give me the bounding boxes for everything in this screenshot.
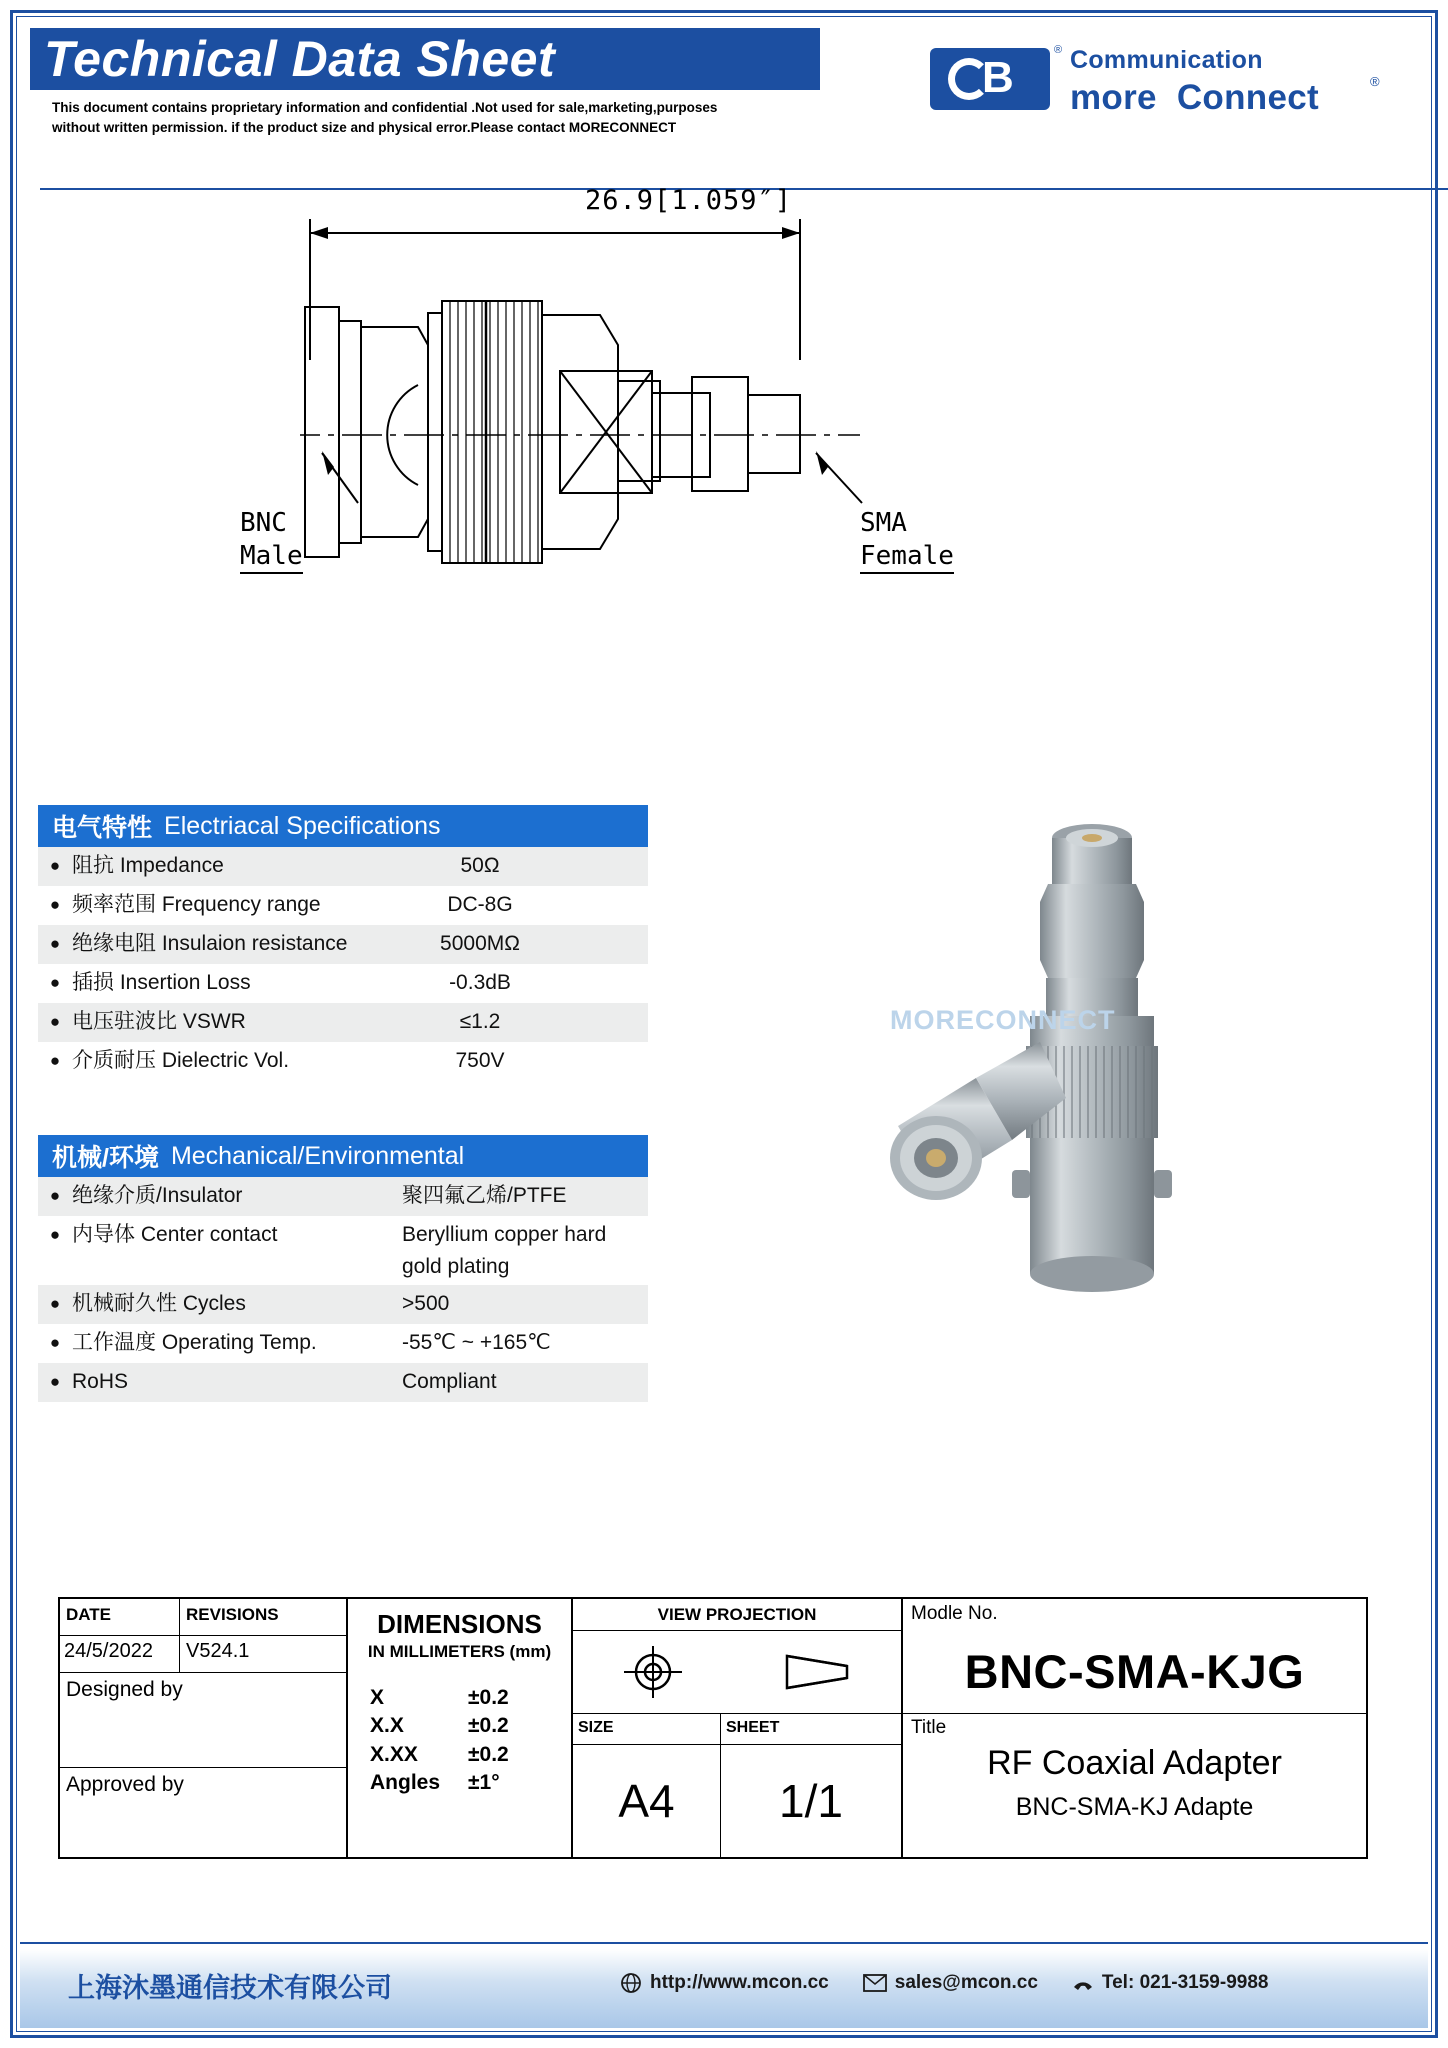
technical-drawing bbox=[240, 185, 1200, 745]
brand-connect: Connect bbox=[1176, 78, 1319, 117]
table-row bbox=[38, 1042, 648, 1081]
product-title bbox=[903, 1742, 1366, 1857]
bullet-icon: ● bbox=[49, 895, 61, 914]
view-projection-header: VIEW PROJECTION bbox=[573, 1599, 901, 1631]
tolerance-value: ±0.2 bbox=[468, 1714, 509, 1738]
spec-label-cn: 介质耐压 bbox=[72, 1049, 156, 1072]
callout-bnc-line2: Male bbox=[240, 540, 303, 575]
bullet-icon: ● bbox=[49, 1372, 61, 1391]
spec-label bbox=[72, 1327, 402, 1359]
date-header: DATE bbox=[60, 1599, 180, 1635]
projection-symbols bbox=[573, 1631, 901, 1714]
photo-watermark: MORECONNECT bbox=[890, 1005, 1116, 1035]
spec-value: >500 bbox=[402, 1292, 450, 1315]
model-number: BNC-SMA-KJG bbox=[903, 1629, 1366, 1714]
electrical-specifications-table bbox=[38, 805, 648, 1081]
revisions-header: REVISIONS bbox=[186, 1605, 279, 1624]
footer-phone[interactable] bbox=[1072, 1972, 1269, 1994]
logo-mark-icon: B bbox=[930, 48, 1050, 110]
spec-label bbox=[72, 1366, 402, 1398]
revision-value: V524.1 bbox=[186, 1640, 250, 1662]
size-header: SIZE bbox=[573, 1714, 721, 1744]
tolerance-row bbox=[370, 1712, 571, 1740]
callout-sma-line1: SMA bbox=[860, 508, 907, 538]
spec-label-en: Dielectric Vol. bbox=[161, 1049, 290, 1072]
spec-label-en: RoHS bbox=[72, 1370, 129, 1393]
overall-dimension-label: 26.9[1.059″] bbox=[585, 185, 793, 216]
tolerance-value: ±0.2 bbox=[468, 1742, 509, 1766]
table-row bbox=[38, 1177, 648, 1216]
spec-value: 750V bbox=[455, 1049, 505, 1072]
bullet-icon: ● bbox=[49, 1012, 61, 1031]
spec-label-en: Insertion Loss bbox=[119, 971, 251, 994]
document-footer bbox=[20, 1942, 1428, 2028]
size-value: A4 bbox=[573, 1745, 721, 1857]
spec-value: -55℃ ~ +165℃ bbox=[402, 1331, 551, 1354]
table-row bbox=[38, 1363, 648, 1402]
tolerance-key: Angles bbox=[370, 1771, 441, 1795]
spec-label-en: /Insulator bbox=[156, 1184, 243, 1207]
brand-line-2 bbox=[1070, 78, 1319, 118]
bullet-icon: ● bbox=[49, 1051, 61, 1070]
electrical-header-en: Electriacal Specifications bbox=[164, 811, 441, 840]
table-row bbox=[38, 886, 648, 925]
spec-label bbox=[72, 850, 402, 882]
tolerance-row bbox=[370, 1769, 571, 1797]
brand-more: more bbox=[1070, 78, 1157, 117]
tolerance-key: X.XX bbox=[370, 1742, 418, 1766]
title-label: Title bbox=[911, 1717, 947, 1738]
footer-email[interactable] bbox=[863, 1972, 1038, 1994]
tolerance-list bbox=[348, 1684, 571, 1797]
electrical-specs-header bbox=[38, 805, 648, 847]
dimensions-column bbox=[348, 1599, 573, 1857]
spec-label bbox=[72, 1288, 402, 1320]
revision-column bbox=[60, 1599, 348, 1857]
table-row bbox=[38, 925, 648, 964]
page-title: Technical Data Sheet bbox=[44, 31, 556, 87]
sheet-value: 1/1 bbox=[779, 1775, 843, 1827]
first-angle-projection-icon bbox=[618, 1643, 688, 1701]
phone-icon bbox=[1072, 1973, 1094, 1993]
tolerance-key: X.X bbox=[370, 1714, 404, 1738]
adapter-line-drawing-svg bbox=[300, 185, 1200, 745]
spec-label-en: Cycles bbox=[182, 1292, 246, 1315]
projection-column bbox=[573, 1599, 903, 1857]
callout-sma-female bbox=[860, 507, 954, 574]
dimensions-title: DIMENSIONS bbox=[377, 1609, 542, 1639]
spec-label-en: Operating Temp. bbox=[161, 1331, 317, 1354]
tolerance-value: ±0.2 bbox=[468, 1686, 509, 1709]
brand-line-1: Communication bbox=[1070, 46, 1263, 74]
footer-website[interactable] bbox=[620, 1972, 829, 1994]
callout-sma-line2: Female bbox=[860, 540, 954, 575]
spec-label bbox=[72, 1219, 402, 1251]
logo-registered-icon: ® bbox=[1054, 44, 1063, 56]
table-row bbox=[38, 1003, 648, 1042]
table-row bbox=[38, 1216, 648, 1285]
table-row bbox=[38, 1324, 648, 1363]
spec-label-cn: 电压驻波比 bbox=[72, 1010, 177, 1033]
spec-label bbox=[72, 889, 402, 921]
callout-bnc-line1: BNC bbox=[240, 508, 287, 538]
spec-label-cn: 绝缘介质 bbox=[72, 1184, 156, 1207]
disclaimer-line-1: This document contains proprietary information and confidential .Not used for sale,marketing,purposes bbox=[52, 100, 718, 115]
mechanical-specifications-table bbox=[38, 1135, 648, 1402]
spec-label-cn: 工作温度 bbox=[72, 1331, 156, 1354]
electrical-header-cn: 电气特性 bbox=[52, 814, 153, 842]
spec-label bbox=[72, 1045, 402, 1077]
projection-cone-icon bbox=[777, 1648, 857, 1696]
bullet-icon: ● bbox=[49, 856, 61, 875]
title-block bbox=[58, 1597, 1368, 1859]
tolerance-value: ±1° bbox=[468, 1771, 500, 1795]
spec-label bbox=[72, 1180, 402, 1212]
disclaimer-line-2: without written permission. if the product size and physical error.Please contact MORECONNECT bbox=[52, 120, 677, 136]
product-photo-svg bbox=[880, 810, 1300, 1330]
disclaimer-text bbox=[52, 98, 842, 139]
product-photo bbox=[880, 810, 1300, 1330]
bullet-icon: ● bbox=[49, 1333, 61, 1352]
bullet-icon: ● bbox=[49, 934, 61, 953]
spec-label-en: Frequency range bbox=[161, 893, 321, 916]
footer-contacts bbox=[620, 1972, 1268, 1994]
brand-registered-icon: ® bbox=[1370, 74, 1380, 89]
footer-email-text: sales@mcon.cc bbox=[894, 1972, 1038, 1993]
spec-label-en: Impedance bbox=[119, 854, 224, 877]
footer-website-text: http://www.mcon.cc bbox=[650, 1972, 829, 1993]
spec-value: -0.3dB bbox=[449, 971, 511, 994]
spec-label-cn: 阻抗 bbox=[72, 854, 114, 877]
bullet-icon: ● bbox=[49, 973, 61, 992]
model-column bbox=[903, 1599, 1366, 1857]
bullet-icon: ● bbox=[49, 1294, 61, 1313]
tolerance-row bbox=[370, 1684, 571, 1712]
envelope-icon bbox=[863, 1974, 887, 1992]
tolerance-row bbox=[370, 1741, 571, 1769]
table-row bbox=[38, 964, 648, 1003]
spec-value: 5000MΩ bbox=[440, 932, 520, 955]
spec-label-en: VSWR bbox=[182, 1010, 246, 1033]
model-label: Modle No. bbox=[911, 1603, 998, 1624]
footer-phone-text: Tel: 021-3159-9988 bbox=[1101, 1972, 1269, 1993]
spec-value bbox=[402, 1219, 648, 1283]
mechanical-header-en: Mechanical/Environmental bbox=[170, 1141, 465, 1170]
tolerance-key: X bbox=[370, 1686, 385, 1709]
spec-label-cn: 机械耐久性 bbox=[72, 1292, 177, 1315]
footer-company-name: 上海沐墨通信技术有限公司 bbox=[68, 1973, 392, 2004]
product-title-line1: RF Coaxial Adapter bbox=[987, 1744, 1282, 1782]
spec-label bbox=[72, 1006, 402, 1038]
bullet-icon: ● bbox=[49, 1225, 61, 1244]
spec-label-en: Insulaion resistance bbox=[161, 932, 348, 955]
title-banner bbox=[30, 28, 820, 90]
date-value: 24/5/2022 bbox=[60, 1636, 180, 1672]
spec-value-line1: Beryllium copper hard bbox=[402, 1223, 607, 1246]
dimensions-subtitle: IN MILLIMETERS (mm) bbox=[367, 1642, 552, 1661]
approved-by-field: Approved by bbox=[66, 1773, 184, 1796]
bullet-icon: ● bbox=[49, 1186, 61, 1205]
spec-label-cn: 内导体 bbox=[72, 1223, 135, 1246]
spec-value: DC-8G bbox=[447, 893, 513, 916]
globe-icon bbox=[620, 1972, 642, 1994]
table-row bbox=[38, 847, 648, 886]
mechanical-specs-header bbox=[38, 1135, 648, 1177]
document-header bbox=[20, 20, 1428, 170]
company-logo bbox=[930, 38, 1420, 138]
spec-label-cn: 绝缘电阻 bbox=[72, 932, 156, 955]
sheet-header: SHEET bbox=[726, 1719, 780, 1736]
spec-label-cn: 插损 bbox=[72, 971, 114, 994]
table-row bbox=[38, 1285, 648, 1324]
product-title-line2: BNC-SMA-KJ Adapte bbox=[1015, 1793, 1254, 1821]
spec-label bbox=[72, 967, 402, 999]
spec-value: 50Ω bbox=[460, 854, 500, 877]
designed-by-field: Designed by bbox=[60, 1673, 346, 1768]
spec-label-en: Center contact bbox=[140, 1223, 278, 1246]
callout-bnc-male bbox=[240, 507, 303, 574]
spec-value-line2: gold plating bbox=[402, 1255, 510, 1278]
spec-value: ≤1.2 bbox=[459, 1010, 501, 1033]
mechanical-header-cn: 机械/环境 bbox=[52, 1144, 159, 1172]
spec-label bbox=[72, 928, 402, 960]
spec-value: Compliant bbox=[402, 1370, 497, 1393]
spec-label-cn: 频率范围 bbox=[72, 893, 156, 916]
spec-value: 聚四氟乙烯/PTFE bbox=[402, 1184, 567, 1207]
